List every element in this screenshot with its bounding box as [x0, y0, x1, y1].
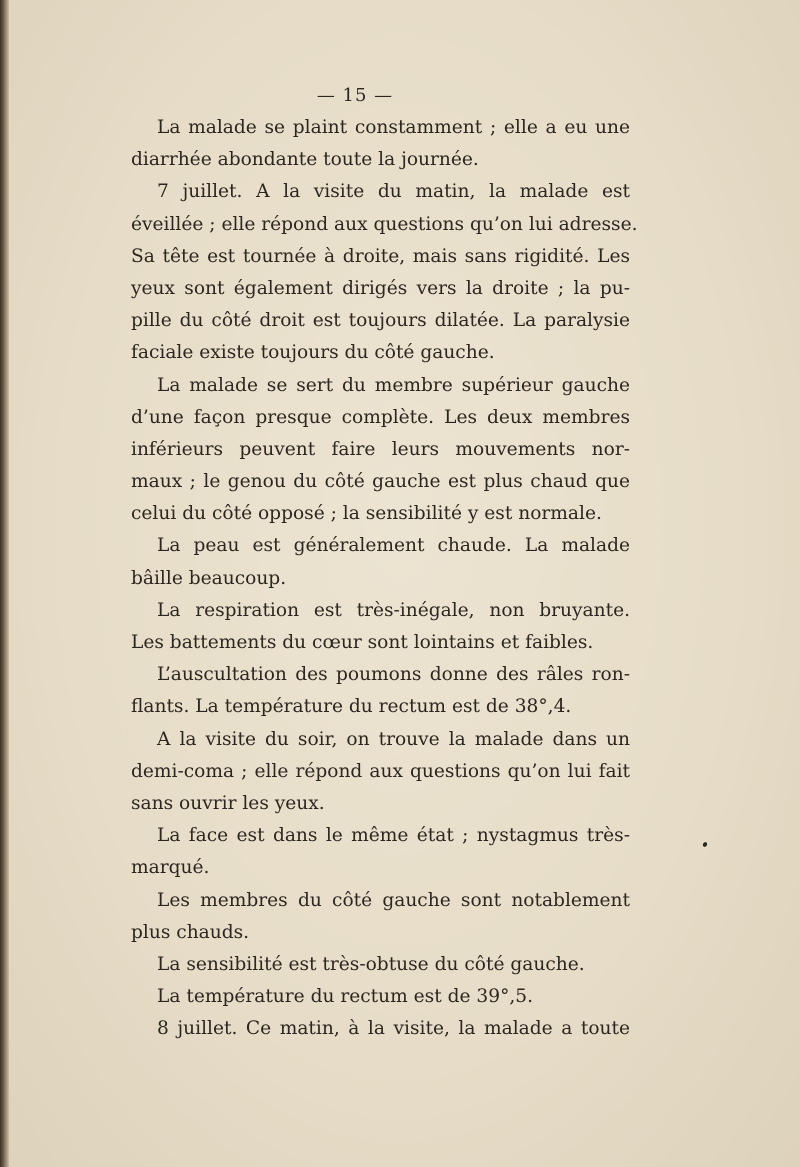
text-line: demi-coma ; elle répond aux questions qu’on lui fait	[131, 760, 630, 782]
text-line: celui du côté opposé ; la sensibilité y est normale.	[131, 503, 602, 525]
text-line: La face est dans le même état ; nystagmus très-	[157, 825, 630, 847]
text-line: 7 juillet. A la visite du matin, la malade est	[157, 181, 630, 203]
text-line: Les membres du côté gauche sont notablement	[157, 889, 630, 911]
text-line: La malade se plaint constamment ; elle a eu une	[157, 117, 630, 138]
text-line: A la visite du soir, on trouve la malade dans un	[157, 728, 630, 750]
text-line: 8 juillet. Ce matin, à la visite, la malade a toute	[157, 1018, 630, 1040]
text-line: faciale existe toujours du côté gauche.	[131, 342, 495, 364]
text-line: bâille beaucoup.	[131, 567, 287, 589]
text-line: La sensibilité est très-obtuse du côté gauche.	[157, 953, 585, 975]
text-line: La respiration est très-inégale, non bruyante.	[157, 599, 630, 621]
binding-edge	[0, 0, 9, 1167]
text-line: marqué.	[131, 857, 210, 879]
text-line: La peau est généralement chaude. La malade	[157, 535, 630, 557]
text-line: La température du rectum est de 39°,5.	[157, 986, 534, 1008]
text-line: diarrhée abondante toute la journée.	[131, 149, 479, 171]
text-line: Les battements du cœur sont lointains et faibles.	[131, 632, 594, 653]
text-line: L’auscultation des poumons donne des râles ron-	[157, 664, 630, 686]
text-line: sans ouvrir les yeux.	[131, 792, 325, 814]
text-line: éveillée ; elle répond aux questions qu’on lui adresse.	[131, 213, 638, 235]
body-text	[131, 112, 638, 1045]
page-number: — 15 —	[316, 85, 394, 106]
text-line: maux ; le genou du côté gauche est plus chaud que	[131, 471, 630, 493]
text-line: flants. La température du rectum est de 38°,4.	[131, 696, 572, 718]
text-line: inférieurs peuvent faire leurs mouvements nor-	[131, 438, 630, 460]
text-line: La malade se sert du membre supérieur gauche	[157, 374, 630, 396]
ink-speck	[702, 841, 708, 847]
text-line: pille du côté droit est toujours dilatée. La paralysie	[131, 310, 630, 332]
text-line: yeux sont également dirigés vers la droite ; la pu-	[131, 277, 630, 299]
text-line: plus chauds.	[131, 921, 250, 943]
text-line: Sa tête est tournée à droite, mais sans rigidité. Les	[131, 245, 630, 267]
text-line: d’une façon presque complète. Les deux membres	[131, 406, 630, 428]
